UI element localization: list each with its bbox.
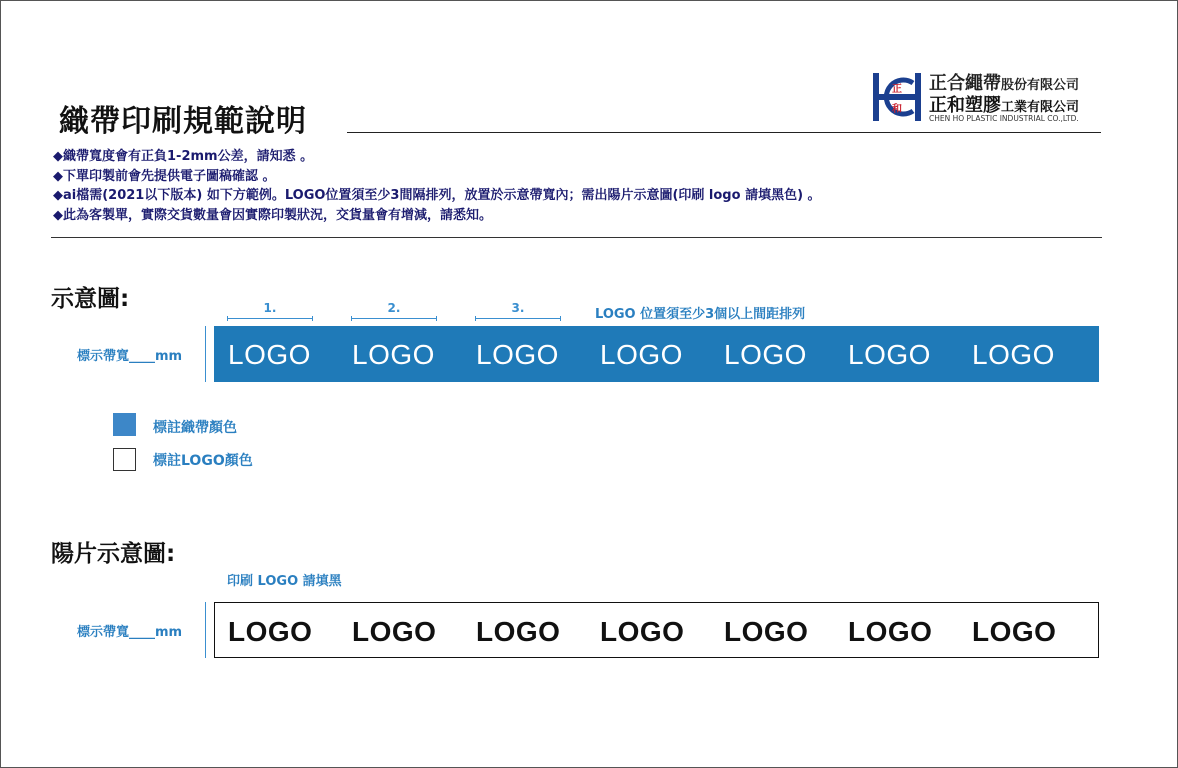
film-logo: LOGO <box>476 616 561 647</box>
legend-swatch-band-color <box>113 413 136 436</box>
spacing-note: LOGO 位置須至少3個以上間距排列 <box>595 307 806 322</box>
company-logo-icon <box>873 71 921 123</box>
title-underline <box>347 132 1101 133</box>
spacing-label-3: 3. <box>511 301 525 315</box>
company-name-english: CHEN HO PLASTIC INDUSTRIAL CO.,LTD. <box>929 114 1079 123</box>
band-logo: LOGO <box>848 339 931 370</box>
spacing-marker-3 <box>475 318 561 319</box>
notes-list <box>53 147 821 225</box>
band-logo: LOGO <box>352 339 435 370</box>
company-name-2-main: 正和塑膠 <box>929 95 1001 116</box>
band-logo: LOGO <box>724 339 807 370</box>
legend-label-band-color: 標註織帶顏色 <box>153 420 237 436</box>
film-logo: LOGO <box>600 616 685 647</box>
page-title: 織帶印刷規範說明 <box>59 104 307 139</box>
spacing-label-2: 2. <box>387 301 401 315</box>
company-name-2-suffix: 工業有限公司 <box>1001 100 1080 115</box>
spacing-marker-1 <box>227 318 313 319</box>
webbing-color-band <box>214 326 1099 382</box>
film-heading: 陽片示意圖: <box>51 541 176 567</box>
film-width-label: 標示帶寬____mm <box>77 625 183 640</box>
spacing-label-1: 1. <box>263 301 277 315</box>
spacing-marker-2 <box>351 318 437 319</box>
note-item: ◆織帶寬度會有正負1-2mm公差，請知悉 。 <box>53 149 314 164</box>
film-logo: LOGO <box>972 616 1057 647</box>
film-width-marker <box>205 602 206 658</box>
film-logo: LOGO <box>724 616 809 647</box>
section-divider <box>51 237 1102 238</box>
band-width-marker <box>205 326 206 382</box>
band-logo: LOGO <box>476 339 559 370</box>
note-item: ◆此為客製單，實際交貨數量會因實際印製狀況，交貨量會有增減，請悉知。 <box>53 207 492 223</box>
film-band <box>214 602 1099 658</box>
company-name-1-suffix: 股份有限公司 <box>1001 78 1080 93</box>
legend-label-logo-color: 標註LOGO顏色 <box>153 453 253 469</box>
band-width-label: 標示帶寬____mm <box>77 349 183 364</box>
legend-swatch-logo-color <box>113 448 136 471</box>
film-logo: LOGO <box>848 616 933 647</box>
note-item: ◆ai檔需(2021以下版本) 如下方範例。LOGO位置須至少3間隔排列，放置於示意帶寬內；需出陽片示意圖(印刷 logo 請填黑色) 。 <box>53 188 821 203</box>
company-header <box>873 69 1103 129</box>
film-logo: LOGO <box>352 616 437 647</box>
film-logo: LOGO <box>228 616 313 647</box>
band-logo: LOGO <box>972 339 1055 370</box>
band-logo: LOGO <box>600 339 683 370</box>
logo-mark-char-bottom: 和 <box>892 104 902 115</box>
film-print-note: 印刷 LOGO 請填黑 <box>227 574 342 589</box>
diagram-heading: 示意圖: <box>51 286 130 312</box>
note-item: ◆下單印製前會先提供電子圖稿確認 。 <box>53 168 276 184</box>
band-logo: LOGO <box>228 339 311 370</box>
logo-mark-char-top: 正 <box>892 84 902 95</box>
company-name-1-main: 正合繩帶 <box>929 73 1001 94</box>
